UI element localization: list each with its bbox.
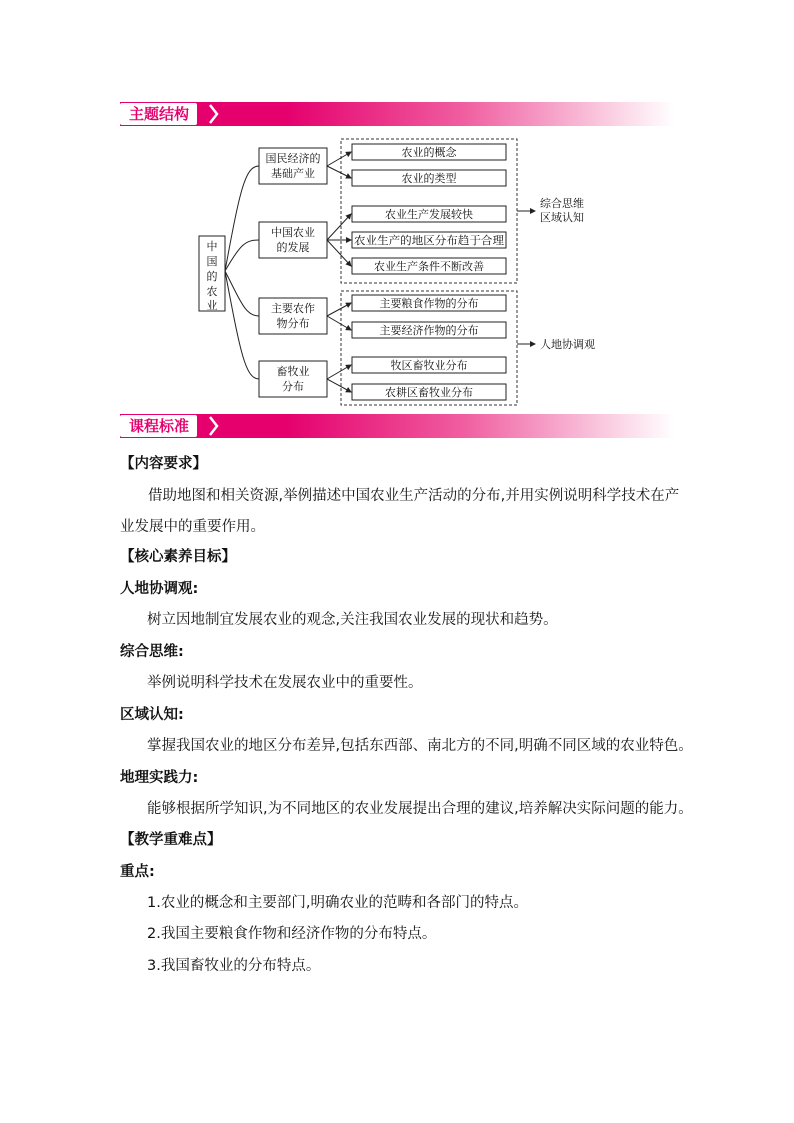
literacy-label: 综合思维: [120,644,184,660]
root-connectors [225,166,259,379]
branch-label: 中国农业 [271,226,315,239]
heading-key-difficulty: 【教学重难点】 [120,832,222,848]
leaf-label: 牧区畜牧业分布 [390,359,468,372]
chevron-right-icon [209,416,219,436]
literacy-text: 树立因地制宜发展农业的观念,关注我国农业发展的现状和趋势。 [147,612,558,628]
branch-label: 的发展 [276,241,310,254]
literacy-label: 地理实践力: [120,770,199,786]
heading-content-requirement: 【内容要求】 [120,456,207,472]
section-banner-standard [120,414,674,438]
requirement-paragraph: 借助地图和相关资源,举例描述中国农业生产活动的分布,并用实例说明科学技术在产业发展中的重要作用。 [120,488,680,535]
structure-diagram [0,0,794,420]
branch-label: 基础产业 [271,167,315,180]
branch-label: 物分布 [276,317,310,330]
key-label: 重点: [120,864,155,880]
leaf-label: 主要经济作物的分布 [379,324,479,337]
leaf-label: 农业生产条件不断改善 [374,260,484,273]
root-char: 农 [206,285,218,298]
literacy-label: 人地协调观: [120,581,199,597]
branch-label: 国民经济的 [265,152,321,165]
banner-title: 主题结构 [120,103,197,125]
branch-label: 分布 [282,380,304,393]
leaf-label: 农业生产发展较快 [385,208,473,221]
outcome-label: 综合思维 [540,197,584,210]
leaf-label: 主要粮食作物的分布 [379,297,479,310]
leaf-label: 农业的概念 [401,146,457,159]
heading-core-literacy: 【核心素养目标】 [120,549,236,565]
literacy-label: 区域认知: [120,707,184,723]
key-item: 3.我国畜牧业的分布特点。 [147,958,321,974]
root-char: 中 [206,240,218,253]
root-char: 的 [206,270,218,283]
root-char: 业 [206,299,218,312]
outcome-label: 人地协调观 [540,338,595,351]
root-char: 国 [206,255,218,268]
branch-label: 主要农作 [271,302,315,315]
outcome-label: 区域认知 [540,211,584,224]
literacy-text: 掌握我国农业的地区分布差异,包括东西部、南北方的不同,明确不同区域的农业特色。 [147,738,693,754]
literacy-text: 能够根据所学知识,为不同地区的农业发展提出合理的建议,培养解决实际问题的能力。 [147,801,693,817]
key-item: 1.农业的概念和主要部门,明确农业的范畴和各部门的特点。 [147,895,528,911]
leaf-label: 农耕区畜牧业分布 [385,386,473,399]
leaf-label: 农业生产的地区分布趋于合理 [354,234,497,247]
branch-label: 畜牧业 [276,365,310,378]
leaf-label: 农业的类型 [401,172,457,185]
literacy-text: 举例说明科学技术在发展农业中的重要性。 [147,675,423,691]
key-item: 2.我国主要粮食作物和经济作物的分布特点。 [147,926,437,942]
banner-title: 课程标准 [120,415,197,437]
